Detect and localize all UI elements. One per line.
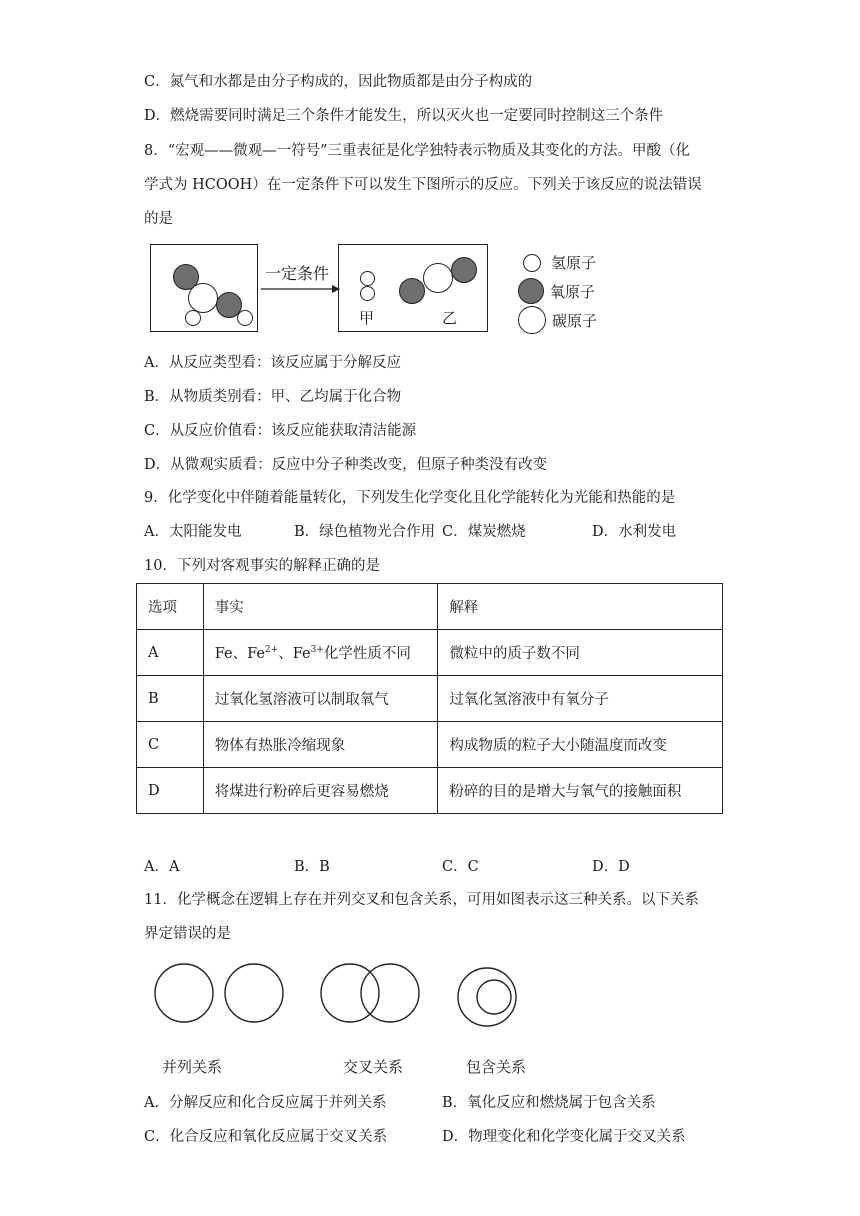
- atom-legend: [518, 248, 610, 336]
- q11-option-a: A．分解反应和化合反应属于并列关系: [144, 1095, 387, 1111]
- row-option: C: [137, 722, 204, 768]
- row-option: D: [137, 768, 204, 814]
- q7-option-c: C．氮气和水都是由分子构成的，因此物质都是由分子构成的: [144, 74, 533, 90]
- header-explanation: 解释: [438, 584, 723, 630]
- q8-stem-line2: 学式为 HCOOH）在一定条件下可以发生下图所示的反应。下列关于该反应的说法错误: [144, 177, 702, 193]
- q8-option-b: B．从物质类别看：甲、乙均属于化合物: [144, 389, 402, 405]
- oxygen-atom: [399, 278, 425, 304]
- q10-option-b: B．B: [294, 859, 330, 875]
- hydrogen-atom: [360, 286, 375, 301]
- q11-option-b: B．氧化反应和燃烧属于包含关系: [442, 1095, 656, 1111]
- contain-circle-outer: [458, 968, 516, 1026]
- carbon-atom: [423, 263, 453, 293]
- table-row: [137, 630, 723, 676]
- legend-hydrogen: [518, 252, 596, 273]
- q9-option-b: B．绿色植物光合作用: [294, 524, 436, 540]
- hydrogen-atom: [237, 310, 253, 326]
- table-row: [137, 676, 723, 722]
- header-fact: 事实: [203, 584, 438, 630]
- reactant-box: [150, 244, 258, 332]
- product-b-label: 乙: [442, 309, 458, 327]
- q11-option-d: D．物理变化和化学变化属于交叉关系: [442, 1129, 686, 1145]
- q10-stem: 10．下列对客观事实的解释正确的是: [144, 558, 380, 574]
- q8-option-a: A．从反应类型看：该反应属于分解反应: [144, 355, 401, 371]
- table-row: [137, 722, 723, 768]
- row-explanation: 粉碎的目的是增大与氧气的接触面积: [438, 768, 723, 814]
- product-a-label: 甲: [359, 309, 375, 327]
- q10-option-c: C．C: [442, 859, 479, 875]
- contain-circle-inner: [477, 980, 511, 1014]
- legend-label: 氧原子: [550, 282, 596, 301]
- hydrogen-atom: [360, 271, 375, 286]
- carbon-atom-icon: [518, 306, 546, 334]
- intersect-circle-left: [321, 964, 379, 1022]
- label-contain: 包含关系: [466, 1058, 527, 1076]
- row-explanation: 微粒中的质子数不同: [438, 630, 723, 676]
- legend-label: 碳原子: [552, 311, 598, 330]
- q8-reaction-diagram: [150, 244, 610, 336]
- legend-label: 氢原子: [551, 254, 597, 272]
- q11-relation-diagram: [150, 960, 530, 1080]
- hydrogen-atom: [185, 310, 201, 326]
- row-fact: 过氧化氢溶液可以制取氧气: [203, 676, 438, 722]
- row-explanation: 过氧化氢溶液中有氧分子: [438, 676, 723, 722]
- q10-option-a: A．A: [144, 859, 180, 875]
- parallel-circle-right: [225, 964, 283, 1022]
- q11-stem-line2: 界定错误的是: [144, 926, 231, 942]
- q9-option-d: D．水利发电: [592, 524, 677, 540]
- q10-option-d: D．D: [592, 859, 630, 875]
- q9-option-a: A．太阳能发电: [144, 524, 242, 540]
- q11-option-c: C．化合反应和氧化反应属于交叉关系: [144, 1129, 388, 1145]
- q8-stem-line1: 8．“宏观——微观—一符号”三重表征是化学独特表示物质及其变化的方法。甲酸（化: [144, 143, 691, 159]
- oxygen-atom-icon: [518, 278, 544, 304]
- carbon-atom: [188, 283, 218, 313]
- arrow-icon: [260, 282, 340, 296]
- q9-option-c: C．煤炭燃烧: [442, 524, 526, 540]
- row-fact: 物体有热胀冷缩现象: [203, 722, 438, 768]
- row-option: B: [137, 676, 204, 722]
- q9-stem: 9．化学变化中伴随着能量转化，下列发生化学变化且化学能转化为光能和热能的是: [144, 490, 676, 506]
- hydrogen-atom-icon: [523, 254, 541, 272]
- row-explanation: 构成物质的粒子大小随温度而改变: [438, 722, 723, 768]
- relation-circles: [150, 960, 530, 1035]
- label-intersect: 交叉关系: [343, 1058, 404, 1076]
- product-box: [338, 244, 488, 332]
- header-option: 选项: [137, 584, 204, 630]
- oxygen-atom: [451, 257, 477, 283]
- q11-stem-line1: 11．化学概念在逻辑上存在并列交叉和包含关系，可用如图表示这三种关系。以下关系: [144, 892, 699, 908]
- label-parallel: 并列关系: [162, 1058, 223, 1076]
- q7-option-d: D．燃烧需要同时满足三个条件才能发生，所以灭火也一定要同时控制这三个条件: [144, 108, 664, 124]
- table-header-row: [137, 584, 723, 630]
- q10-table: [136, 583, 723, 814]
- row-fact: Fe、$Fe^{2+}$、$Fe^{3+}$化学性质不同: [203, 630, 438, 676]
- row-fact: 将煤进行粉碎后更容易燃烧: [203, 768, 438, 814]
- parallel-circle-left: [155, 964, 213, 1022]
- q8-option-d: D．从微观实质看：反应中分子种类改变，但原子种类没有改变: [144, 457, 548, 473]
- q8-stem-line3: 的是: [144, 211, 173, 227]
- intersect-circle-right: [361, 964, 419, 1022]
- table-row: [137, 768, 723, 814]
- arrow-label: 一定条件: [265, 264, 330, 283]
- legend-carbon: [518, 306, 597, 334]
- q8-option-c: C．从反应价值看：该反应能获取清洁能源: [144, 423, 417, 439]
- legend-oxygen: [518, 278, 595, 304]
- row-option: A: [137, 630, 204, 676]
